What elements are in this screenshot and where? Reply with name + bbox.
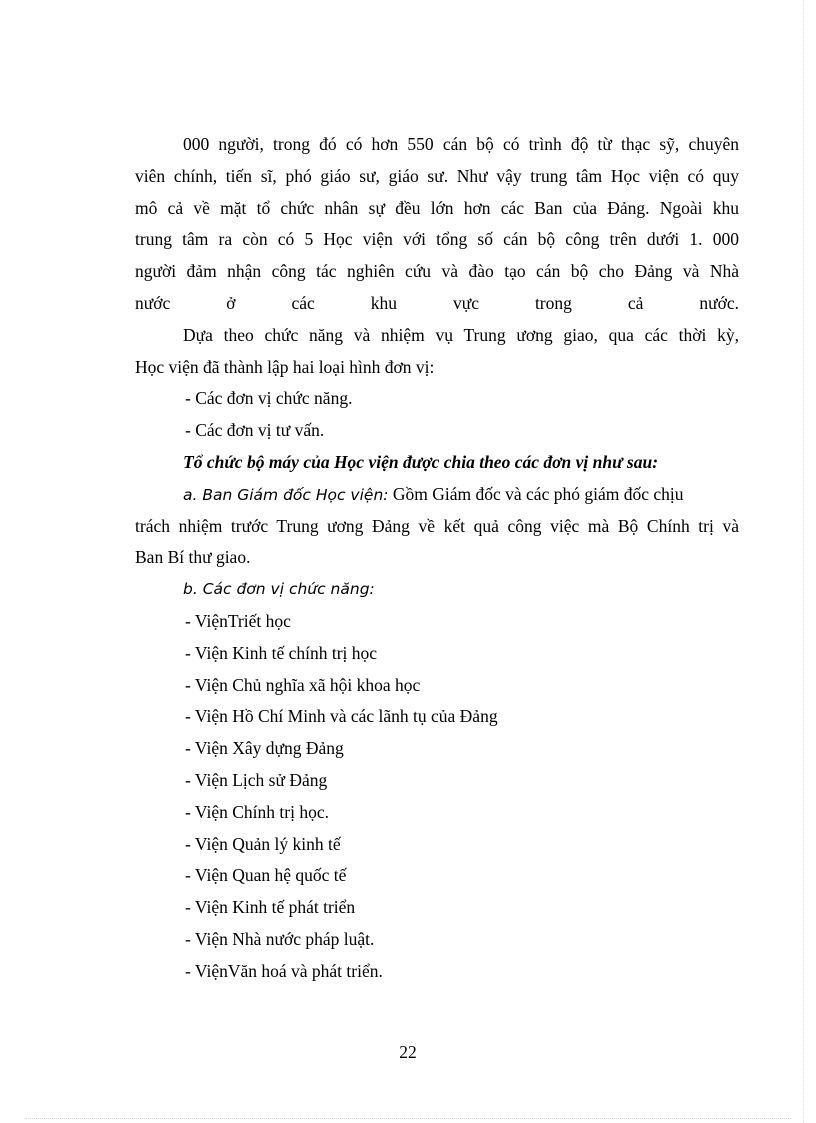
list-item: - ViệnTriết học <box>185 610 291 631</box>
paragraph-line: Ban Bí thư giao. <box>135 547 251 568</box>
list-item: - Viện Xây dựng Đảng <box>185 738 344 759</box>
list-item: - Viện Hồ Chí Minh và các lãnh tụ của Đảng <box>185 706 498 727</box>
paragraph-line: nước ở các khu vực trong cả nước. <box>135 292 739 313</box>
list-item: - Viện Kinh tế phát triển <box>185 897 356 918</box>
list-item: - ViệnVăn hoá và phát triển. <box>185 960 383 981</box>
paragraph-line: viên chính, tiến sĩ, phó giáo sư, giáo sư. Như vậy trung tâm Học viện có quy <box>135 165 739 186</box>
paragraph-text: Gồm Giám đốc và các phó giám đốc chịu <box>388 483 684 504</box>
list-item: - Các đơn vị chức năng. <box>185 388 353 409</box>
list-item: - Viện Nhà nước pháp luật. <box>185 928 375 949</box>
subsection-label: b. Các đơn vị chức năng: <box>183 580 375 599</box>
paragraph-line: trung tâm ra còn có 5 Học viện với tổng số cán bộ công trên dưới 1. 000 <box>135 229 739 250</box>
paragraph-line: trách nhiệm trước Trung ương Đảng về kết quả công việc mà Bộ Chính trị và <box>135 515 739 536</box>
subsection-label: a. Ban Giám đốc Học viện: <box>183 485 389 504</box>
paragraph-line: Học viện đã thành lập hai loại hình đơn vị: <box>135 356 435 377</box>
list-item: - Viện Chủ nghĩa xã hội khoa học <box>185 674 421 695</box>
paragraph-line: Dựa theo chức năng và nhiệm vụ Trung ương giao, qua các thời kỳ, <box>183 324 739 345</box>
list-item: - Viện Quan hệ quốc tế <box>185 865 347 886</box>
paragraph-line: người đảm nhận công tác nghiên cứu và đào tạo cán bộ cho Đảng và Nhà <box>135 261 739 282</box>
list-item: - Viện Chính trị học. <box>185 801 329 822</box>
list-item: - Các đơn vị tư vấn. <box>185 420 325 441</box>
list-item: - Viện Lịch sử Đảng <box>185 769 328 790</box>
section-heading: Tổ chức bộ máy của Học viện được chia theo các đơn vị như sau: <box>183 451 659 472</box>
footer-divider <box>25 1118 791 1119</box>
paragraph-line: mô cả về mặt tổ chức nhân sự đều lớn hơn các Ban của Đảng. Ngoài khu <box>135 197 739 218</box>
margin-guide <box>803 0 804 1123</box>
paragraph-line: 000 người, trong đó có hơn 550 cán bộ có trình độ từ thạc sỹ, chuyên <box>183 134 739 154</box>
paragraph-line <box>135 479 739 511</box>
body-text <box>135 129 739 988</box>
list-item: - Viện Kinh tế chính trị học <box>185 642 378 663</box>
page-number: 22 <box>399 1042 417 1062</box>
list-item: - Viện Quản lý kinh tế <box>185 833 341 854</box>
